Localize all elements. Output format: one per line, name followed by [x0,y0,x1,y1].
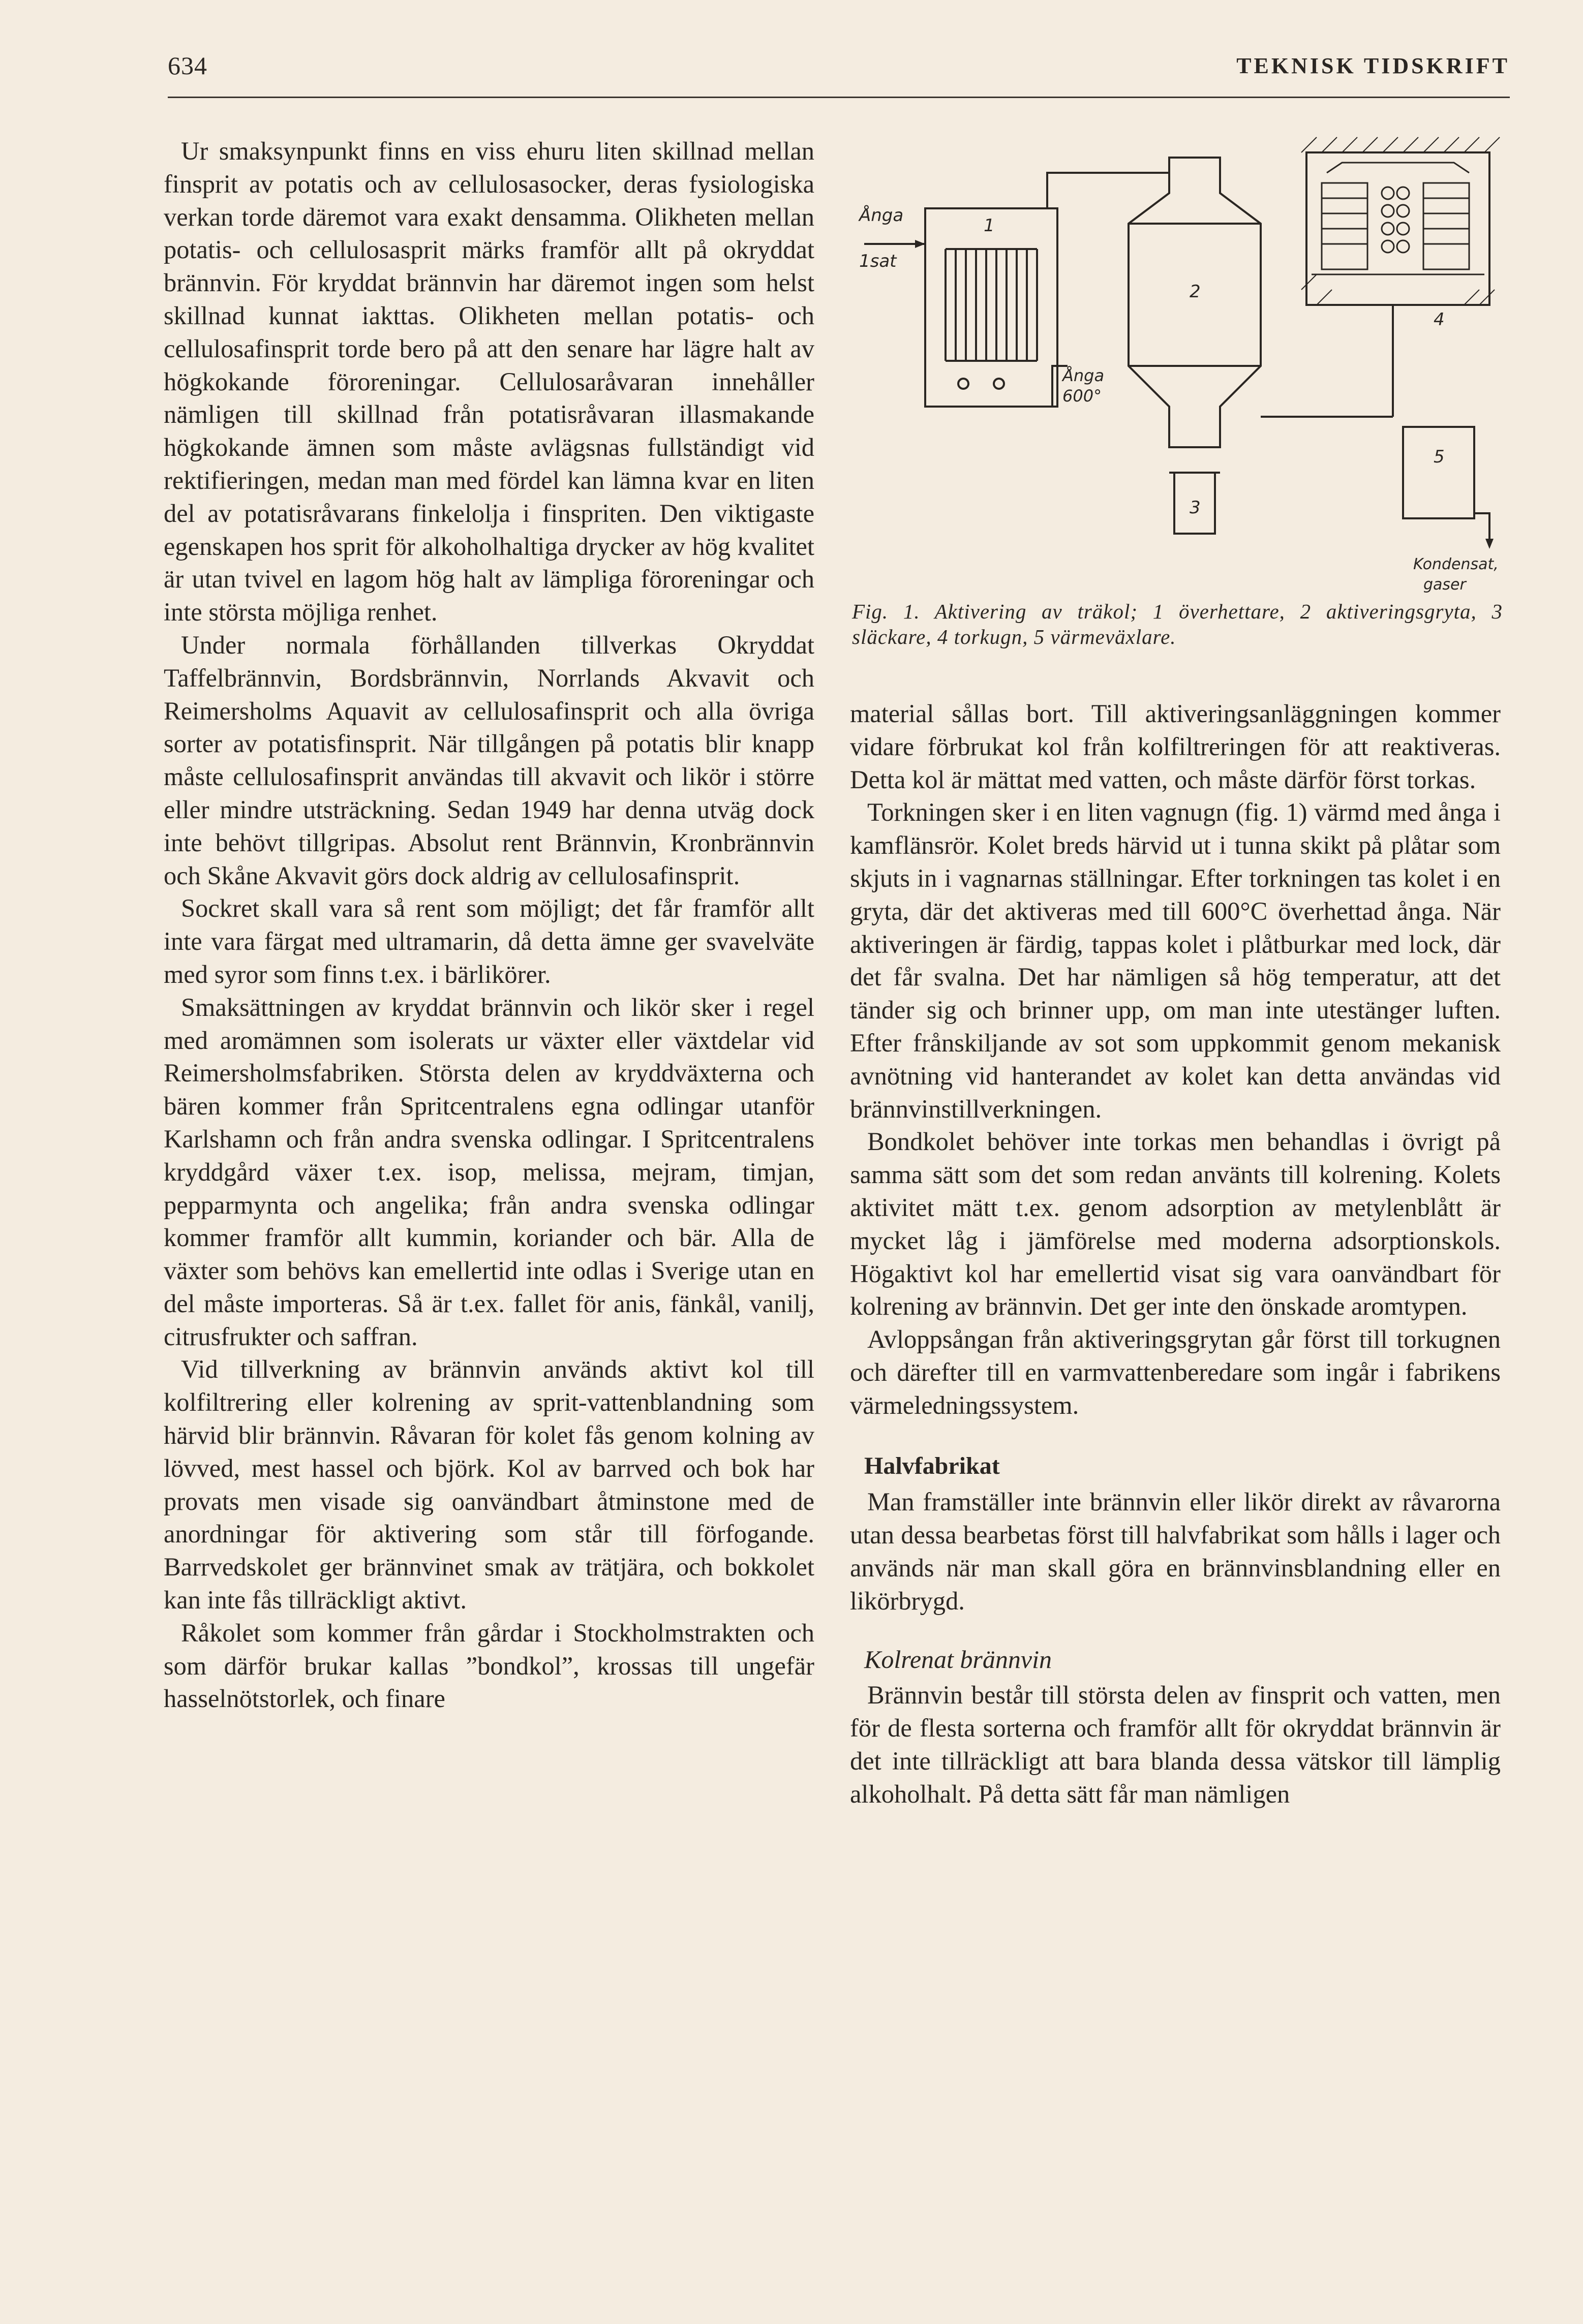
paragraph: Bondkolet behöver inte torkas men behandlas i övrigt på samma sätt som det som redan använts till kolrening. Kolets aktivitet mätt t.ex. genom adsorption av metylenblått är mycket låg i jämförelse med moderna adsorptionskols. Högaktivt kol har emellertid visat sig vara oanvändbart för kolrening av brännvin. Det ger inte den önskade aromtypen. [850,1127,1501,1321]
diagram-svg [844,122,1515,600]
paragraph: Ur smaksynpunkt finns en viss ehuru liten skillnad mellan finsprit av potatis och av cellulosasocker, deras fysiologiska verkan torde däremot vara exakt densamma. Olikheten mellan potatis- och cellulosasprit märks framför allt på okryddat brännvin. För kryddat brännvin har däremot ingen som helst skillnad kunnat iakttas. Olikheten mellan potatis- och cellulosafinsprit torde bero på att den senare har lägre halt av högkokande föroreningar. Cellulosaråvaran innehåller nämligen till skillnad från potatisråvaran illasmakande högkokande ämnen som måste avlägsnas fullständigt vid rektifieringen, medan man med fördel kan lämna kvar en liten del av potatisråvarans finkelolja i finspriten. Den viktigaste egenskapen hos sprit för alkoholhaltiga drycker av hög kvalitet är utan tvivel en lagom hög halt av lämpliga föroreningar och inte största möjliga renhet. [164,137,814,627]
page-header [168,51,1510,98]
label-saturated: 1sat [859,251,897,271]
paragraph: material sållas bort. Till aktiveringsanläggningen kommer vidare förbrukat kol från kolfiltreringen för att reaktiveras. Detta kol är mättat med vatten, och måste därför först torkas. [850,699,1501,794]
label-exchanger-number: 5 [1434,447,1445,467]
paragraph: Torkningen sker i en liten vagnugn (fig. 1) värmd med ånga i kamflänsrör. Kolet breds härvid ut i tunna skikt på plåtar som skjuts in i vagnarnas ställningar. Efter torkningen tas kolet i en gryta, där det aktiveras med till 600°C överhettad ånga. När aktiveringen är färdig, tappas kolet i plåtburkar med lock, där det får svalna. Det har nämligen så hög temperatur, att det tänder sig och brinner upp, om man inte utestänger luften. Efter frånskiljande av sot som uppkommit genom mekanisk avnötning vid hanterandet av kolet kan detta användas vid brännvinstillverkningen. [850,798,1501,1123]
label-oven-number: 4 [1434,309,1445,330]
paragraph: Råkolet som kommer från gårdar i Stockholmstrakten och som därför brukar kallas ”bondkol”, krossas till ungefär hasselnötstorlek, och finare [164,1618,814,1713]
section-subheading-kolrenat: Kolrenat brännvin [864,1645,1052,1674]
figure-caption: Fig. 1. Aktivering av träkol; 1 överhettare, 2 aktiveringsgryta, 3 släckare, 4 torkugn, 5 värmeväxlare. [852,600,1503,648]
label-vessel-number: 2 [1190,282,1201,302]
paragraph: Avloppsångan från aktiveringsgrytan går först till torkugnen och därefter till en varmvattenberedare som ingår i fabrikens värmeledningssystem. [850,1325,1501,1419]
paragraph: Smaksättningen av kryddat brännvin och likör sker i regel med aromämnen som isolerats ur växter eller växtdelar vid Reimersholmsfabriken. Största delen av kryddväxterna och bären kommer från Spritcentralens egna odlingar utanför Karlshamn och från andra svenska odlingar. I Spritcentralens kryddgård växer t.ex. isop, melissa, mejram, timjan, pepparmynta och angelika; från andra svenska odlingar kommer framför allt kummin, koriander och bär. Alla de växter som behövs kan emellertid inte odlas i Sverige utan en del måste importeras. Så är t.ex. fallet för anis, fänkål, vanilj, citrusfrukter och saffran. [164,993,814,1351]
paragraph: Under normala förhållanden tillverkas Okryddat Taffelbrännvin, Bordsbrännvin, Norrlands Akvavit och Reimersholms Aquavit av cellulosafinsprit och alla övriga sorter av potatisfinsprit. När tillgången på potatis blir knapp måste cellulosafinsprit användas till akvavit och likör i större eller mindre utsträckning. Sedan 1949 har denna utväg dock inte behövt tillgripas. Absolut rent Brännvin, Kronbrännvin och Skåne Akvavit görs dock aldrig av cellulosafinsprit. [164,630,814,890]
heat-exchanger [1403,427,1474,518]
label-steam-600: Ånga [1062,366,1105,385]
burner-circle [958,379,968,389]
page-number: 634 [168,51,207,80]
label-gases: gaser [1423,576,1466,594]
label-quencher-number: 3 [1190,498,1201,518]
left-column [164,135,814,1715]
activation-vessel [1129,158,1261,447]
label-superheater-number: 1 [984,215,995,236]
label-steam-in: Ånga [859,205,904,226]
journal-title: TEKNISK TIDSKRIFT [1236,53,1510,78]
figure-activation-diagram [844,122,1515,661]
right-column [850,697,1501,1811]
label-temperature-600: 600° [1062,386,1102,406]
label-condensate: Kondensat, [1413,555,1499,573]
section-heading-halvfabrikat: Halvfabrikat [864,1452,1000,1479]
paragraph: Brännvin består till största delen av finsprit och vatten, men för de flesta sorterna och framför allt för okryddat brännvin är det inte tillräckligt att bara blanda dessa vätskor till lämplig alkoholhalt. På detta sätt får man nämligen [850,1681,1501,1808]
paragraph: Vid tillverkning av brännvin används aktivt kol till kolfiltrering eller kolrening av sprit-vattenblandning som härvid blir brännvin. Råvaran för kolet fås genom kolning av lövved, mest hassel och björk. Kol av barrved och bok har provats men visade sig oanvändbart åtminstone med de anordningar för aktivering som står till förfogande. Barrvedskolet ger brännvinet smak av trätjära, och bokkolet kan inte fås tillräckligt aktivt. [164,1355,814,1615]
paragraph: Man framställer inte brännvin eller likör direkt av råvarorna utan dessa bearbetas först till halvfabrikat som hålls i lager och används när man skall göra en brännvinsblandning eller en likörbrygd. [850,1488,1501,1615]
superheater-tubes [946,249,1037,361]
burner-circle [994,379,1004,389]
paragraph: Sockret skall vara så rent som möjligt; det får framför allt inte vara färgat med ultramarin, då detta ämne ger svavelväte med syror som finns t.ex. i bärlikörer. [164,894,814,988]
